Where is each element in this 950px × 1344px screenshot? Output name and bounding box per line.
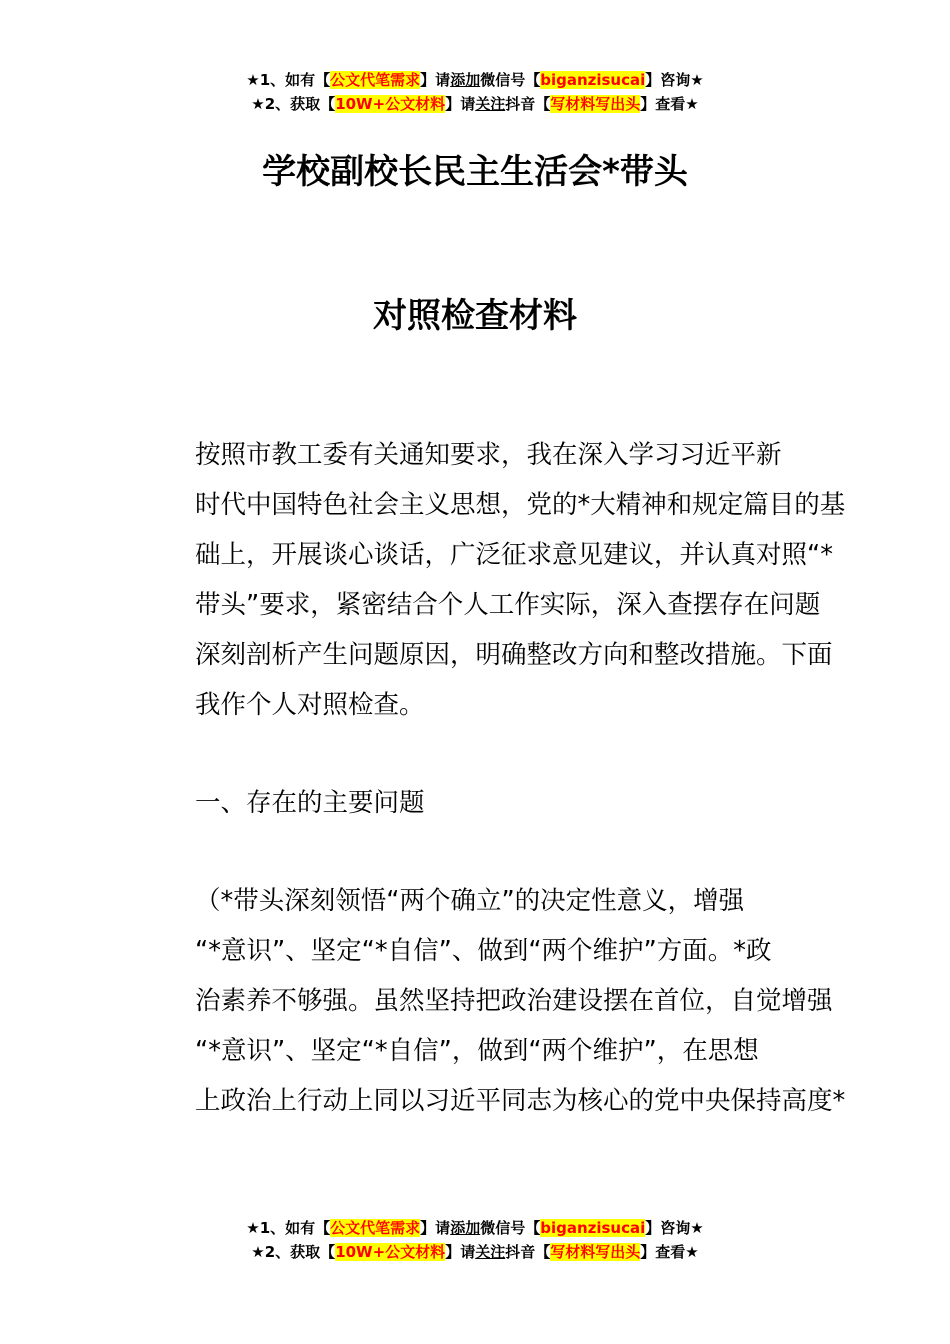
banner-line-1: ★1、如有【公文代笔需求】请添加微信号【biganzisucai】咨询★ [246,71,704,89]
text-line: 础上，开展谈心谈话，广泛征求意见建议，并认真对照“* [195,540,833,570]
text-line: 治素养不够强。虽然坚持把政治建设摆在首位，自觉增强 [195,986,833,1016]
section-heading: 一、存在的主要问题 [195,788,425,818]
text-line: 按照市教工委有关通知要求，我在深入学习习近平新 [195,440,782,470]
intro-paragraph [144,430,846,730]
text-line: “*意识”、坚定“*自信”、做到“两个维护”方面。*政 [195,936,772,966]
text-line: 带头”要求，紧密结合个人工作实际，深入查摆存在问题 [195,590,821,620]
banner-line-1: ★1、如有【公文代笔需求】请添加微信号【biganzisucai】咨询★ [246,1219,704,1237]
text-line: 我作个人对照检查。 [195,690,425,720]
banner-line-2: ★2、获取【10W+公文材料】请关注抖音【写材料写出头】查看★ [251,95,699,113]
banner-highlight: 写材料写出头 [550,1243,641,1261]
text-line: 深刻剖析产生问题原因，明确整改方向和整改措施。下面 [195,640,833,670]
banner-highlight: 写材料写出头 [550,95,641,113]
text-line: 时代中国特色社会主义思想，党的*大精神和规定篇目的基 [195,490,846,520]
banner-highlight: biganzisucai [540,1219,646,1237]
header-banner [0,68,950,116]
text-line: （*带头深刻领悟“两个确立”的决定性意义，增强 [195,886,745,916]
text-line: 上政治上行动上同以习近平同志为核心的党中央保持高度* [195,1086,846,1116]
problem-paragraph [144,876,846,1126]
banner-highlight: 公文代笔需求 [330,71,421,89]
banner-highlight: 公文代笔需求 [330,1219,421,1237]
footer-banner [0,1216,950,1264]
document-title-line-1: 学校副校长民主生活会*带头 [262,152,688,192]
banner-highlight: biganzisucai [540,71,646,89]
banner-highlight: 10W+公文材料 [335,95,446,113]
document-title-line-2: 对照检查材料 [373,296,577,336]
banner-highlight: 10W+公文材料 [335,1243,446,1261]
banner-line-2: ★2、获取【10W+公文材料】请关注抖音【写材料写出头】查看★ [251,1243,699,1261]
text-line: “*意识”、坚定“*自信”，做到“两个维护”，在思想 [195,1036,759,1066]
